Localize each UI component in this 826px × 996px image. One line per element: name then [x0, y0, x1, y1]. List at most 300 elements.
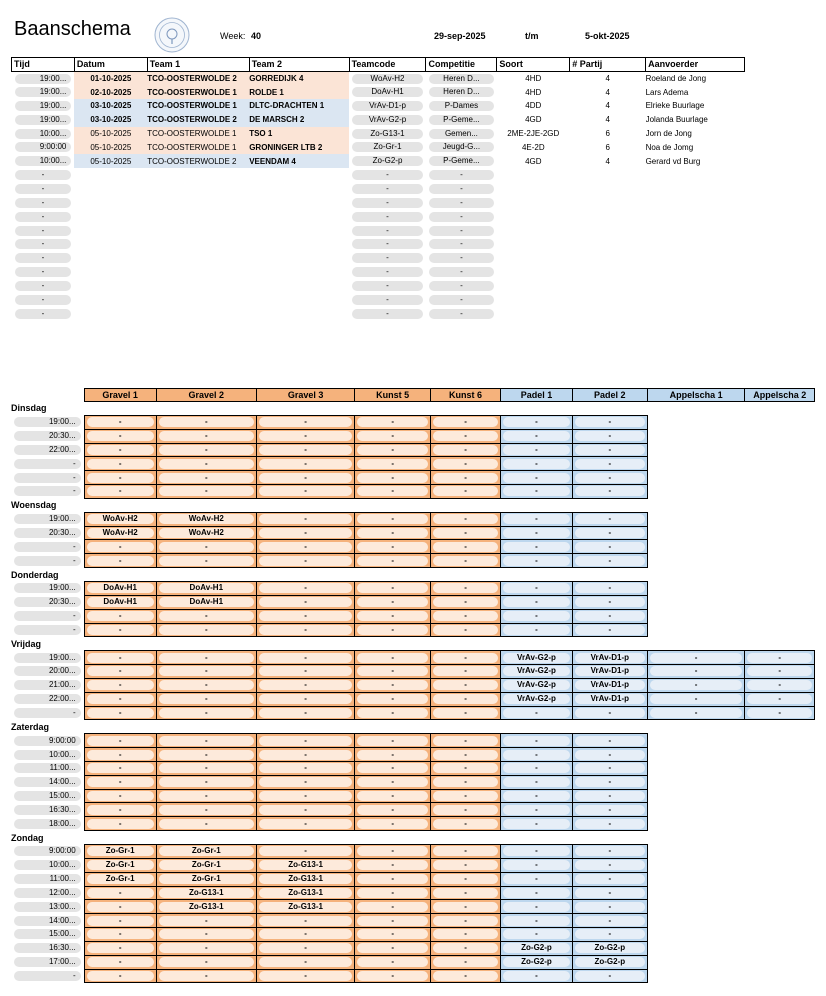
court-slot[interactable] — [156, 928, 256, 942]
court-slot[interactable] — [355, 914, 431, 928]
match-row[interactable] — [12, 85, 745, 99]
court-slot[interactable] — [156, 678, 256, 692]
court-slot[interactable] — [501, 415, 573, 429]
court-slot[interactable] — [572, 471, 647, 485]
court-slot[interactable] — [156, 734, 256, 748]
court-slot[interactable] — [84, 706, 156, 720]
court-slot[interactable] — [156, 485, 256, 499]
court-slot[interactable] — [431, 692, 501, 706]
court-slot[interactable] — [84, 471, 156, 485]
court-slot[interactable] — [256, 941, 354, 955]
court-slot[interactable] — [431, 706, 501, 720]
court-slot[interactable] — [156, 457, 256, 471]
court-slot[interactable] — [501, 429, 573, 443]
court-slot[interactable] — [84, 748, 156, 762]
tijd-pill: 19:00... — [15, 74, 72, 84]
court-slot[interactable] — [647, 651, 745, 665]
court-slot[interactable] — [84, 858, 156, 872]
court-slot[interactable] — [256, 471, 354, 485]
court-slot[interactable] — [156, 595, 256, 609]
court-slot[interactable] — [431, 665, 501, 679]
court-slot[interactable] — [355, 748, 431, 762]
court-slot[interactable] — [431, 554, 501, 568]
court-slot[interactable] — [156, 775, 256, 789]
court-slot[interactable] — [431, 651, 501, 665]
court-slot[interactable] — [84, 678, 156, 692]
court-slot[interactable] — [84, 845, 156, 859]
court-slot[interactable] — [156, 665, 256, 679]
court-slot[interactable] — [256, 443, 354, 457]
court-slot[interactable] — [256, 651, 354, 665]
court-slot[interactable] — [256, 526, 354, 540]
court-slot[interactable] — [572, 540, 647, 554]
court-slot[interactable] — [501, 665, 573, 679]
court-slot[interactable] — [156, 900, 256, 914]
court-slot[interactable] — [355, 471, 431, 485]
court-slot[interactable] — [355, 623, 431, 637]
court-slot[interactable] — [84, 526, 156, 540]
court-slot[interactable] — [355, 886, 431, 900]
court-slot[interactable] — [256, 775, 354, 789]
court-slot[interactable] — [256, 415, 354, 429]
court-slot[interactable] — [156, 761, 256, 775]
court-slot[interactable] — [431, 928, 501, 942]
court-slot[interactable] — [431, 471, 501, 485]
court-slot[interactable] — [156, 609, 256, 623]
court-slot[interactable] — [84, 803, 156, 817]
court-slot[interactable] — [84, 692, 156, 706]
court-slot[interactable] — [745, 678, 815, 692]
court-slot[interactable] — [256, 678, 354, 692]
slot-value: - — [575, 846, 645, 856]
court-slot[interactable] — [355, 969, 431, 983]
court-slot[interactable] — [647, 692, 745, 706]
court-slot[interactable] — [431, 845, 501, 859]
court-slot[interactable] — [355, 941, 431, 955]
court-slot[interactable] — [501, 941, 573, 955]
day-label: Dinsdag — [11, 403, 47, 414]
court-slot[interactable] — [355, 512, 431, 526]
court-slot[interactable] — [84, 969, 156, 983]
slot-value: - — [433, 473, 498, 483]
match-row[interactable] — [12, 127, 745, 141]
court-slot[interactable] — [256, 554, 354, 568]
court-slot[interactable] — [501, 955, 573, 969]
match-row[interactable] — [12, 113, 745, 127]
court-slot[interactable] — [431, 789, 501, 803]
slot-value: - — [575, 929, 645, 939]
court-slot[interactable] — [501, 858, 573, 872]
court-slot[interactable] — [355, 761, 431, 775]
court-slot[interactable] — [355, 415, 431, 429]
empty-match-row — [12, 210, 745, 224]
court-slot[interactable] — [501, 969, 573, 983]
court-slot[interactable] — [156, 817, 256, 831]
court-slot[interactable] — [501, 512, 573, 526]
court-slot[interactable] — [156, 443, 256, 457]
court-slot[interactable] — [431, 872, 501, 886]
court-slot[interactable] — [572, 928, 647, 942]
court-slot[interactable] — [647, 678, 745, 692]
court-slot[interactable] — [572, 817, 647, 831]
court-slot[interactable] — [355, 485, 431, 499]
court-slot[interactable] — [156, 512, 256, 526]
court-slot[interactable] — [256, 955, 354, 969]
court-slot[interactable] — [256, 900, 354, 914]
court-slot[interactable] — [84, 609, 156, 623]
court-slot[interactable] — [156, 748, 256, 762]
court-slot[interactable] — [431, 748, 501, 762]
court-slot[interactable] — [256, 761, 354, 775]
court-slot[interactable] — [501, 886, 573, 900]
court-slot[interactable] — [431, 955, 501, 969]
court-slot[interactable] — [572, 969, 647, 983]
court-slot[interactable] — [355, 540, 431, 554]
court-slot[interactable] — [745, 692, 815, 706]
court-slot[interactable] — [647, 706, 745, 720]
court-slot[interactable] — [156, 886, 256, 900]
slot-row — [11, 485, 815, 499]
court-slot[interactable] — [84, 955, 156, 969]
court-slot[interactable] — [572, 457, 647, 471]
court-slot[interactable] — [355, 900, 431, 914]
court-slot[interactable] — [256, 512, 354, 526]
empty-pill: - — [352, 170, 423, 180]
court-slot[interactable] — [84, 415, 156, 429]
court-slot[interactable] — [501, 692, 573, 706]
court-slot[interactable] — [572, 914, 647, 928]
court-slot[interactable] — [572, 443, 647, 457]
court-slot[interactable] — [572, 512, 647, 526]
court-slot[interactable] — [745, 651, 815, 665]
court-slot[interactable] — [84, 872, 156, 886]
court-slot[interactable] — [572, 415, 647, 429]
court-slot[interactable] — [256, 803, 354, 817]
court-slot[interactable] — [256, 706, 354, 720]
court-slot[interactable] — [156, 803, 256, 817]
court-slot[interactable] — [431, 900, 501, 914]
time-pill: 20:30... — [14, 597, 81, 607]
court-slot[interactable] — [431, 485, 501, 499]
court-slot[interactable] — [256, 969, 354, 983]
court-slot[interactable] — [572, 886, 647, 900]
court-slot[interactable] — [256, 858, 354, 872]
court-slot[interactable] — [572, 789, 647, 803]
court-slot[interactable] — [572, 609, 647, 623]
court-slot[interactable] — [355, 734, 431, 748]
court-slot[interactable] — [501, 775, 573, 789]
empty-cell — [570, 224, 646, 238]
court-slot[interactable] — [84, 595, 156, 609]
court-slot[interactable] — [256, 609, 354, 623]
court-slot[interactable] — [572, 554, 647, 568]
court-slot[interactable] — [156, 872, 256, 886]
court-slot[interactable] — [501, 595, 573, 609]
court-slot[interactable] — [355, 928, 431, 942]
court-slot[interactable] — [501, 678, 573, 692]
court-slot[interactable] — [256, 540, 354, 554]
court-slot[interactable] — [572, 761, 647, 775]
court-slot[interactable] — [355, 692, 431, 706]
empty-slot — [745, 581, 815, 595]
court-slot[interactable] — [572, 706, 647, 720]
court-slot[interactable] — [84, 540, 156, 554]
court-slot[interactable] — [501, 609, 573, 623]
court-slot[interactable] — [501, 900, 573, 914]
court-slot[interactable] — [355, 872, 431, 886]
court-slot[interactable] — [431, 540, 501, 554]
empty-slot — [647, 941, 745, 955]
court-slot[interactable] — [355, 554, 431, 568]
court-slot[interactable] — [355, 845, 431, 859]
court-slot[interactable] — [431, 969, 501, 983]
tijd-cell — [12, 196, 75, 210]
court-slot[interactable] — [256, 817, 354, 831]
court-slot[interactable] — [501, 526, 573, 540]
court-slot[interactable] — [431, 803, 501, 817]
court-slot[interactable] — [501, 706, 573, 720]
court-slot[interactable] — [156, 941, 256, 955]
court-slot[interactable] — [501, 443, 573, 457]
court-slot[interactable] — [501, 872, 573, 886]
court-slot[interactable] — [572, 429, 647, 443]
court-slot[interactable] — [156, 914, 256, 928]
court-slot[interactable] — [431, 886, 501, 900]
court-slot[interactable] — [156, 858, 256, 872]
court-slot[interactable] — [355, 775, 431, 789]
slot-value: - — [575, 473, 645, 483]
court-slot[interactable] — [84, 761, 156, 775]
court-slot[interactable] — [501, 471, 573, 485]
court-slot[interactable] — [501, 651, 573, 665]
court-slot[interactable] — [355, 789, 431, 803]
match-row[interactable] — [12, 71, 745, 85]
court-slot[interactable] — [256, 845, 354, 859]
court-slot[interactable] — [84, 457, 156, 471]
court-slot[interactable] — [431, 443, 501, 457]
court-slot[interactable] — [156, 845, 256, 859]
court-slot[interactable] — [256, 928, 354, 942]
court-slot[interactable] — [156, 554, 256, 568]
court-slot[interactable] — [156, 651, 256, 665]
court-slot[interactable] — [431, 623, 501, 637]
court-slot[interactable] — [256, 748, 354, 762]
court-slot[interactable] — [84, 928, 156, 942]
slot-value: DoAv-H1 — [87, 583, 154, 593]
court-slot[interactable] — [501, 845, 573, 859]
court-slot[interactable] — [355, 706, 431, 720]
court-slot[interactable] — [256, 429, 354, 443]
court-slot[interactable] — [84, 443, 156, 457]
court-slot[interactable] — [84, 886, 156, 900]
court-slot[interactable] — [572, 665, 647, 679]
court-slot[interactable] — [572, 900, 647, 914]
court-slot[interactable] — [431, 512, 501, 526]
tijd-cell — [12, 127, 75, 141]
court-slot[interactable] — [355, 429, 431, 443]
court-slot[interactable] — [501, 485, 573, 499]
court-slot[interactable] — [156, 969, 256, 983]
court-slot[interactable] — [745, 706, 815, 720]
court-slot[interactable] — [572, 955, 647, 969]
court-slot[interactable] — [431, 734, 501, 748]
court-slot[interactable] — [256, 789, 354, 803]
court-slot[interactable] — [501, 928, 573, 942]
court-slot[interactable] — [431, 457, 501, 471]
court-slot[interactable] — [84, 817, 156, 831]
court-slot[interactable] — [501, 761, 573, 775]
court-slot[interactable] — [572, 623, 647, 637]
empty-slot — [647, 443, 745, 457]
match-row[interactable] — [12, 154, 745, 168]
court-slot[interactable] — [156, 706, 256, 720]
court-slot[interactable] — [501, 914, 573, 928]
court-slot[interactable] — [572, 872, 647, 886]
court-slot[interactable] — [572, 692, 647, 706]
court-slot[interactable] — [501, 817, 573, 831]
court-slot[interactable] — [156, 415, 256, 429]
court-slot[interactable] — [84, 900, 156, 914]
court-slot[interactable] — [572, 651, 647, 665]
court-slot[interactable] — [84, 581, 156, 595]
court-slot[interactable] — [431, 581, 501, 595]
court-slot[interactable] — [355, 665, 431, 679]
court-slot[interactable] — [501, 734, 573, 748]
court-slot[interactable] — [572, 595, 647, 609]
court-slot[interactable] — [355, 581, 431, 595]
court-slot[interactable] — [256, 886, 354, 900]
court-slot[interactable] — [355, 609, 431, 623]
empty-cell — [147, 168, 249, 182]
court-slot[interactable] — [431, 429, 501, 443]
court-slot[interactable] — [572, 485, 647, 499]
court-slot[interactable] — [501, 803, 573, 817]
empty-slot — [745, 623, 815, 637]
court-slot[interactable] — [501, 748, 573, 762]
match-row[interactable] — [12, 141, 745, 155]
court-slot[interactable] — [156, 789, 256, 803]
court-slot[interactable] — [355, 457, 431, 471]
court-slot[interactable] — [355, 955, 431, 969]
time-pill: - — [14, 625, 81, 635]
court-slot[interactable] — [431, 817, 501, 831]
court-slot[interactable] — [572, 845, 647, 859]
court-slot[interactable] — [156, 955, 256, 969]
court-slot[interactable] — [501, 581, 573, 595]
court-slot[interactable] — [355, 526, 431, 540]
court-slot[interactable] — [501, 554, 573, 568]
court-slot[interactable] — [355, 651, 431, 665]
court-slot[interactable] — [156, 471, 256, 485]
court-slot[interactable] — [84, 554, 156, 568]
time-cell — [11, 734, 84, 748]
court-slot[interactable] — [256, 872, 354, 886]
court-slot[interactable] — [431, 858, 501, 872]
court-slot[interactable] — [572, 581, 647, 595]
court-slot[interactable] — [84, 775, 156, 789]
court-slot[interactable] — [572, 734, 647, 748]
court-slot[interactable] — [84, 512, 156, 526]
court-slot[interactable] — [501, 623, 573, 637]
court-slot[interactable] — [84, 914, 156, 928]
court-slot[interactable] — [84, 941, 156, 955]
court-slot[interactable] — [256, 692, 354, 706]
court-slot[interactable] — [84, 623, 156, 637]
court-slot[interactable] — [355, 817, 431, 831]
court-slot[interactable] — [256, 581, 354, 595]
court-slot[interactable] — [431, 526, 501, 540]
court-slot[interactable] — [156, 623, 256, 637]
court-slot[interactable] — [256, 595, 354, 609]
court-slot[interactable] — [501, 457, 573, 471]
slot-value: - — [433, 943, 498, 953]
court-slot[interactable] — [572, 941, 647, 955]
court-slot[interactable] — [431, 415, 501, 429]
court-slot[interactable] — [256, 457, 354, 471]
court-slot[interactable] — [501, 789, 573, 803]
slot-value: - — [87, 694, 154, 704]
court-slot[interactable] — [355, 858, 431, 872]
match-row[interactable] — [12, 99, 745, 113]
court-slot[interactable] — [431, 941, 501, 955]
court-slot[interactable] — [156, 540, 256, 554]
court-slot[interactable] — [256, 665, 354, 679]
court-slot[interactable] — [647, 665, 745, 679]
court-slot[interactable] — [256, 914, 354, 928]
court-slot[interactable] — [355, 595, 431, 609]
time-pill: 9:00:00 — [14, 846, 81, 856]
court-slot[interactable] — [256, 734, 354, 748]
court-slot[interactable] — [156, 692, 256, 706]
court-slot[interactable] — [572, 803, 647, 817]
court-slot[interactable] — [84, 734, 156, 748]
court-slot[interactable] — [431, 761, 501, 775]
court-slot[interactable] — [84, 651, 156, 665]
court-slot[interactable] — [156, 581, 256, 595]
court-slot[interactable] — [745, 665, 815, 679]
time-pill: 16:30... — [14, 805, 81, 815]
empty-slot — [745, 512, 815, 526]
slot-value: DoAv-H1 — [87, 597, 154, 607]
slot-value: VrAv-D1-p — [575, 680, 645, 690]
court-slot[interactable] — [256, 623, 354, 637]
court-slot[interactable] — [84, 485, 156, 499]
court-slot[interactable] — [84, 789, 156, 803]
court-slot[interactable] — [431, 678, 501, 692]
court-slot[interactable] — [572, 678, 647, 692]
court-slot[interactable] — [355, 803, 431, 817]
court-slot[interactable] — [572, 775, 647, 789]
court-slot[interactable] — [572, 748, 647, 762]
court-slot[interactable] — [355, 443, 431, 457]
court-slot[interactable] — [84, 429, 156, 443]
court-slot[interactable] — [431, 914, 501, 928]
court-slot[interactable] — [501, 540, 573, 554]
court-slot[interactable] — [572, 526, 647, 540]
court-slot[interactable] — [572, 858, 647, 872]
court-slot[interactable] — [84, 665, 156, 679]
court-slot[interactable] — [256, 485, 354, 499]
empty-match-row — [12, 265, 745, 279]
slot-row — [11, 581, 815, 595]
time-cell — [11, 526, 84, 540]
court-slot[interactable] — [431, 775, 501, 789]
court-slot[interactable] — [156, 526, 256, 540]
court-slot[interactable] — [355, 678, 431, 692]
court-slot[interactable] — [431, 595, 501, 609]
court-slot[interactable] — [156, 429, 256, 443]
court-slot[interactable] — [431, 609, 501, 623]
